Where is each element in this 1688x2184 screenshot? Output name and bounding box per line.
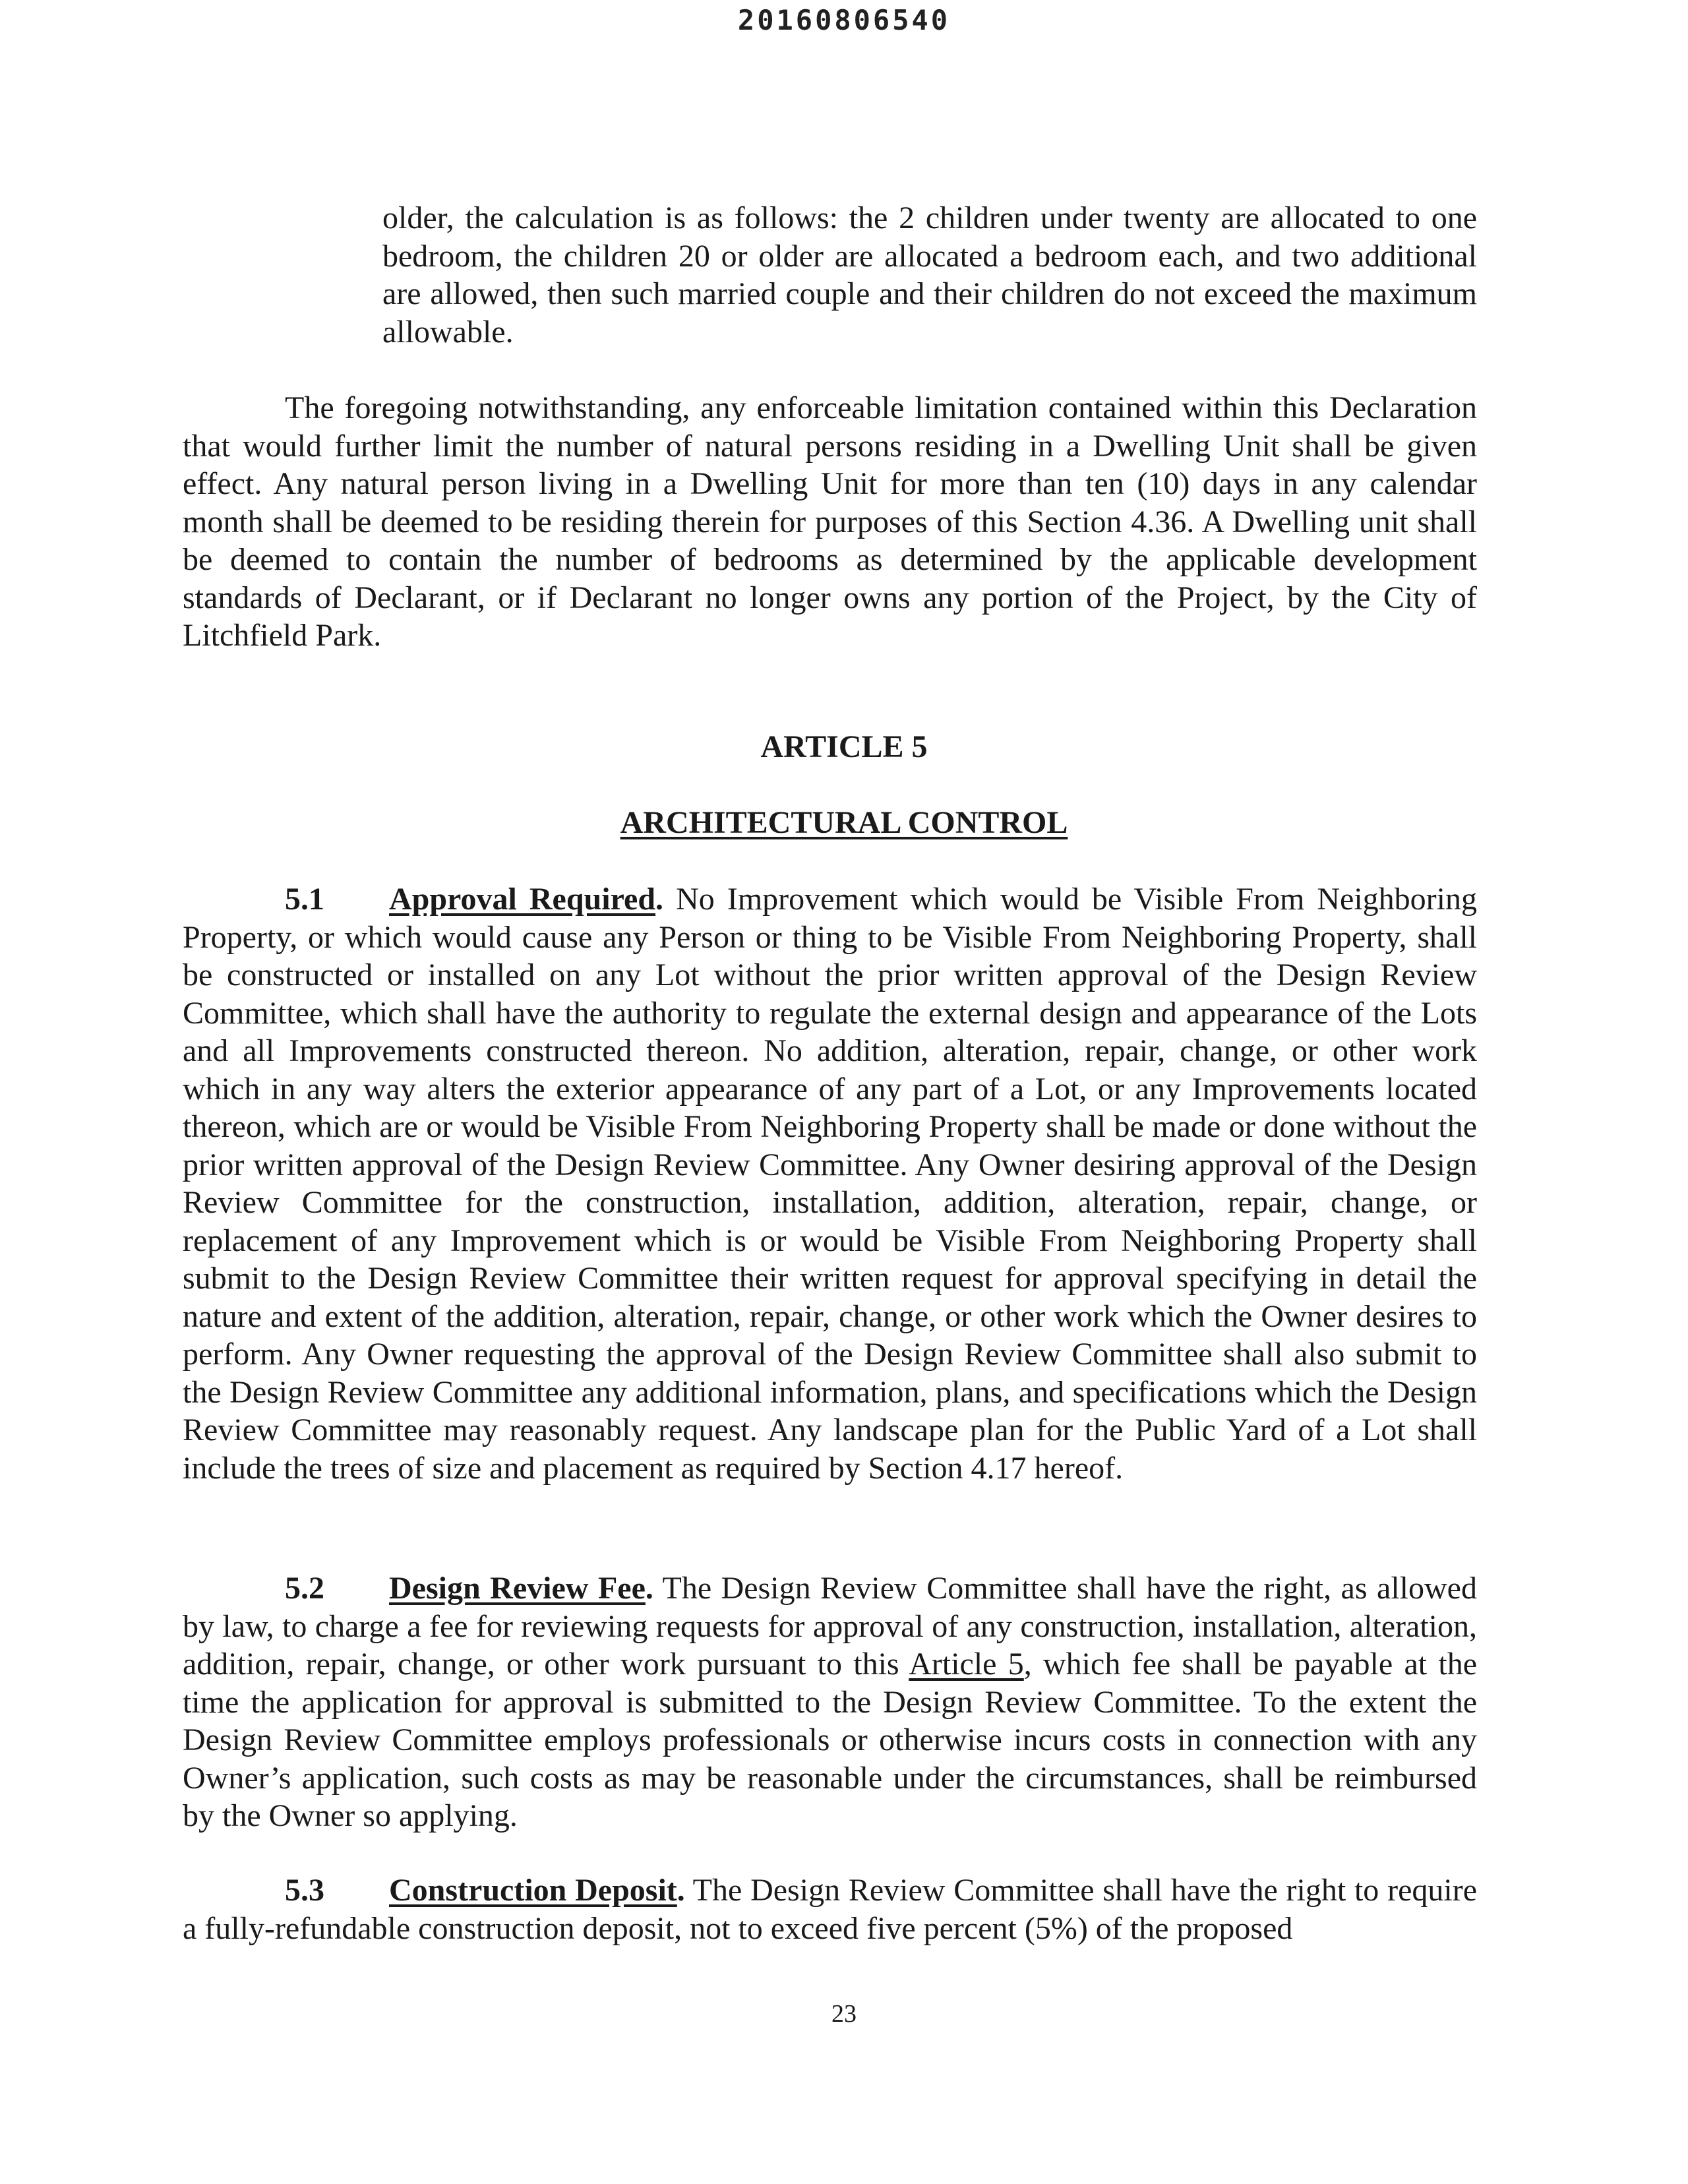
section-5-2 bbox=[183, 1569, 1477, 1835]
section-title-punct: . bbox=[645, 1571, 653, 1606]
article-title: ARCHITECTURAL CONTROL bbox=[620, 805, 1068, 840]
foregoing-paragraph bbox=[183, 389, 1477, 655]
section-number: 5.3 bbox=[285, 1873, 324, 1908]
article-5-reference[interactable]: Article 5 bbox=[909, 1647, 1024, 1682]
document-number: 20160806540 bbox=[737, 4, 951, 36]
section-title-punct: . bbox=[677, 1873, 685, 1908]
page-number: 23 bbox=[831, 2000, 857, 2028]
continued-list-item bbox=[382, 199, 1477, 351]
article-heading: ARTICLE 5 bbox=[760, 729, 928, 764]
section-text: The Design Review Committee shall have the right to require a fully-refundable construction deposit, not to exceed five percent (5%) of the proposed bbox=[183, 1873, 1477, 1946]
section-title-punct: . bbox=[655, 882, 664, 917]
section-5-1 bbox=[183, 880, 1477, 1487]
section-number: 5.2 bbox=[285, 1571, 324, 1606]
section-text-continued: , which fee shall be payable at the time the application for approval is submitted to the Design Review Committee. To the extent the Design Review Committee employs professionals or otherwise incurs costs in connection with any Owner’s application, such costs as may be reasonable under the circumstances, shall be reimbursed by the Owner so applying. bbox=[183, 1647, 1477, 1833]
foregoing-paragraph-text: The foregoing notwithstanding, any enforceable limitation contained within this Declaration that would further limit the number of natural persons residing in a Dwelling Unit shall be given effect. Any natural person living in a Dwelling Unit for more than ten (10) days in any calendar month shall be deemed to be residing therein for purposes of this Section 4.36. A Dwelling unit shall be deemed to contain the number of bedrooms as determined by the applicable development standards of Declarant, or if Declarant no longer owns any portion of the Project, by the City of Litchfield Park. bbox=[183, 390, 1477, 653]
section-title: Approval Required bbox=[389, 882, 656, 917]
section-number: 5.1 bbox=[285, 882, 324, 917]
section-text: No Improvement which would be Visible From Neighboring Property, or which would cause any Person or thing to be Visible From Neighboring Property, shall be constructed or installed on any Lot without the prior written approval of the Design Review Committee, which shall have the authority to regulate the external design and appearance of the Lots and all Improvements constructed thereon. No addition, alteration, repair, change, or other work which in any way alters the exterior appearance of any part of a Lot, or any Improvements located thereon, which are or would be Visible From Neighboring Property shall be made or done without the prior written approval of the Design Review Committee. Any Owner desiring approval of the Design Review Committee for the construction, installation, addition, alteration, repair, change, or replacement of any Improvement which is or would be Visible From Neighboring Property shall submit to the Design Review Committee their written request for approval specifying in detail the nature and extent of the addition, alteration, repair, change, or other work which the Owner desires to perform. Any Owner requesting the approval of the Design Review Committee shall also submit to the Design Review Committee any additional information, plans, and specifications which the Design Review Committee may reasonably request. Any landscape plan for the Public Yard of a Lot shall include the trees of size and placement as required by Section 4.17 hereof. bbox=[183, 882, 1477, 1486]
section-title: Construction Deposit bbox=[389, 1873, 677, 1908]
continued-item-text: older, the calculation is as follows: the 2 children under twenty are allocated to one bedroom, the children 20 or older are allocated a bedroom each, and two additional are allowed, then such married couple and their children do not exceed the maximum allowable. bbox=[382, 200, 1477, 349]
section-5-3 bbox=[183, 1871, 1477, 1947]
section-title: Design Review Fee bbox=[389, 1571, 646, 1606]
section-text: The Design Review Committee shall have the right, as allowed by law, to charge a fee for reviewing requests for approval of any construction, installation, alteration, addition, repair, change, or other work pursuant to this bbox=[183, 1571, 1477, 1682]
